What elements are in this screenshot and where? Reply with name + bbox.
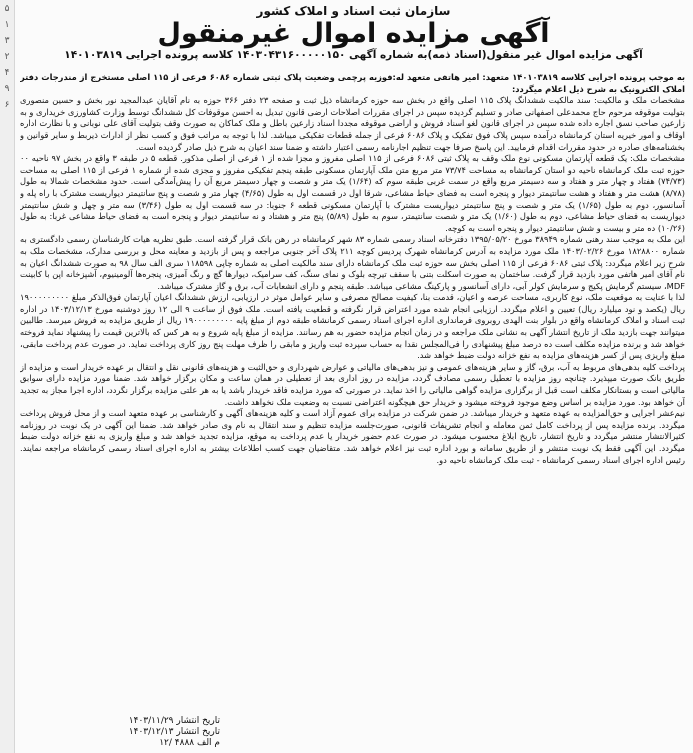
intro-paragraph: به موجب پرونده اجرایی کلاسه ۱۴۰۱۰۳۸۱۹ متعهد: امیر هاتفی متعهد له:فوزیه پرچمی وضعیت پلاک ثبتی شماره ۶۰۸۶ فرعی از ۱۱۵ اصلی مستخرج از مندرجات دفتر املاک الکترونیک به شرح ذیل اعلام میگردد: (20, 72, 685, 94)
publication-dates (20, 716, 220, 749)
organization-name: سازمان ثبت اسناد و املاک کشور (256, 4, 451, 18)
body-paragraph: پرداخت کلیه بدهی‌های مربوط به آب، برق، گاز و سایر هزینه‌های عمومی و نیز بدهی‌های مالیاتی و عوارض شهرداری و حق‌الثبت و هزینه‌های قانونی نقل و انتقال بر عهده خریدار است و مزایده از طریق بانک صورت میپذیرد. چنانچه روز مزایده با تعطیل رسمی مصادف گردد، مزایده در روز اداری بعد از تعطیلی در همان ساعت و مکان برگزار خواهد شد. ضمنا مورد مزایده دارای سوابق مالیاتی است و بستانکار مکلف است قبل از برگزاری مزایده گواهی مالیاتی را اخذ نماید. در صورتی که مورد مزایده فاقد خریدار باشد یا به هر علتی مزایده برگزار نگردد، اداره اجرا مجاز به تجدید آن خواهد بود. مورد مزایده بر اساس وضع موجود فروخته میشود و خریدار حق هیچگونه اعتراضی نسبت به وضعیت ملک نخواهد داشت. (20, 361, 685, 407)
notice-body (20, 72, 685, 709)
body-paragraph: این ملک به موجب سند رهنی شماره ۳۸۹۴۹ مورخ ۱۳۹۵/۰۵/۲۰ دفترخانه اسناد رسمی شماره ۸۳ شهر کرمانشاه در رهن بانک قرار گرفته است. طبق نظریه هیات کارشناسان رسمی دادگستری به شماره ۱۸۲۸۸۰۰ مورخ ۱۴۰۳/۰۲/۲۶ ملک مورد مزایده به آدرس کرمانشاه شهرک پردیس کوچه ۲۱۱ پلاک آخر جنوبی مراجعه و پس از بازدید و معاینه محل و بررسی مدارک، مشخصات ملک به شرح زیر اعلام میگردد: پلاک ثبتی ۶۰۸۶ فرعی از ۱۱۵ اصلی بخش سه حوزه ثبت ملک کرمانشاه دارای سند مالکیت اصلی به شماره چاپی ۱۱۸۵۹۸ سری الف سال ۹۸ به صورت ششدانگ اعیان به نام آقای امیر هاتفی مورد بازدید قرار گرفت. ساختمان به صورت اسکلت بتنی با سقف تیرچه بلوک و نمای سنگ، کف سرامیک، دیوارها گچ و رنگ آمیزی، پنجره‌ها آلومینیوم، آشپزخانه اپن با کابینت MDF، سیستم گرمایش پکیج و سرمایش کولر آبی، دارای آسانسور و پارکینگ مشاعی میباشد. طبقه پنجم و دارای انشعابات آب، برق و گاز مشترک میباشد. (20, 234, 685, 291)
notice-subtitle: آگهی مزایده اموال غیر منقول(اسناد ذمه)به شماره آگهی ۱۴۰۳۰۴۳۱۶۰۰۰۰۰۱۵۰ کلاسه پرونده اجرایی ۱۴۰۱۰۳۸۱۹ (64, 49, 643, 61)
strip-mark: ۱ (4, 20, 10, 30)
body-paragraph: مشخصات ملک و مالکیت: سند مالکیت ششدانگ پلاک ۱۱۵ اصلی واقع در بخش سه حوزه کرمانشاه ذیل ثبت و صفحه ۲۳ دفتر ۳۶۶ حوزه به نام آقایان عبدالمجید نور بخش و حسین منصوری بتولیت موقوفه مرحوم حاج محمدعلی اصفهانی صادر و تسلیم گردیده سپس در اجرای مقررات اصلاحات ارضی قانون تبدیل به احسن موقوفات کل ششدانگ توسط وزارت کشاورزی خریداری و به زارعین صاحب نسق اجاره داده شده سپس در اجرای قانون لغو اسناد فروش و اراضی موقوفه مجددا اسناد زارعین باطل و ملک کماکان به صورت وقف بتولیت آقای علی نوبانی و با نظارت اداره اوقاف و امور خیریه استان کرمانشاه درآمده سپس پلاک فوق تفکیک و پلاک ۶۰۸۶ فرعی از جمله قطعات تفکیکی میباشد. لذا با توجه به مراتب فوق و کسب نظر از ادارات ذیربط و سایر قوانین و بخشنامه‌های صادره در حدود مقررات اقدام فرمایید. این پاسخ صرفا جهت تنظیم اجارنامه رسمی اعتبار داشته و ضمنا سند اعیان به شرح ذیل صادر گردیده است. (20, 95, 685, 152)
body-paragraph: نیم‌عشر اجرایی و حق‌المزایده به عهده متعهد و خریدار میباشد. در ضمن شرکت در مزایده برای عموم آزاد است و کلیه هزینه‌های آگهی و کارشناسی بر عهده متعهد است و از محل فروش پرداخت میگردد. برنده مزایده پس از پرداخت کامل ثمن معامله و انجام تشریفات قانونی، صورت‌جلسه مزایده تنظیم و سند انتقال به نام وی صادر خواهد شد. ضمنا این آگهی در یک نوبت در روزنامه کثیرالانتشار منتشر میگردد و تاریخ انتشار، تاریخ ابلاغ محسوب میشود. در صورت عدم حضور خریدار یا عدم پرداخت به موقع، مزایده تجدید خواهد شد و مبلغ واریزی به نفع خزانه دولت ضبط میگردد. این آگهی فقط یک نوبت منتشر و از طریق سامانه و بورد اداره ثبت نیز اعلام خواهد شد. متقاضیان جهت کسب اطلاعات بیشتر به اداره اجرای اسناد رسمی کرمانشاه مراجعه نمایند. رئیس اداره اجرای اسناد رسمی کرمانشاه - ثبت ملک کرمانشاه ناحیه دو. (20, 408, 685, 465)
publish-date-line: تاریخ انتشار ۱۴۰۳/۱۲/۱۳ (128, 727, 220, 737)
publish-date-line: تاریخ انتشار ۱۴۰۳/۱۱/۲۹ (128, 716, 220, 726)
strip-mark: ۵ (4, 4, 10, 14)
body-paragraph: مشخصات ملک: یک قطعه آپارتمان مسکونی نوع ملک وقف به پلاک ثبتی ۶۰۸۶ فرعی از ۱۱۵ اصلی مفروز و مجزا شده از ۱ فرعی از اصلی مذکور. قطعه ۵ در طبقه ۳ واقع در بخش ۹۷ ناحیه ۰۰ حوزه ثبت ملک کرمانشاه ناحیه دو استان کرمانشاه به مساحت ۷۳/۷۴ متر مربع متن ملک آپارتمان مسکونی طبقه پنجم تفکیکی مفروز و مجزی شده از شماره ۱ فرعی از ۱۱۵ اصلی به مساحت (۷۴/۷۳) هفتاد و چهار متر و هفتاد و سه دسیمتر مربع واقع در سمت غربی طبقه سوم که (۱/۶۴) یک متر و شصت و چهار دسیمتر مربع آن را پیش‌آمدگی است. حدود مشخصات شمالا به طول (۸/۷۸) هشت متر و هفتاد و هشت سانتیمتر دیوار و پنجره است به فضای حیاط مشاعی، شرقا اول در قسمت اول به طول (۴/۶۵) چهار متر و شصت و پنج سانتیمتر دیواریست مشترک با راه پله و آسانسور، دوم به طول (۱/۶۵) یک متر و شصت و پنج سانتیمتر دیواریست مشترک با آپارتمان مسکونی قطعه ۶ جنوبا: در سه قسمت اول به طول (۳/۴۶) سه متر و چهل و شش سانتیمتر دیواریست به فضای حیاط مشاعی، دوم به طول (۱/۶۰) یک متر و شصت سانتیمتر، سوم به طول (۵/۸۹) پنج متر و هشتاد و نه سانتیمتر دیوار و پنجره است به فضای حیاط مشاعی غربا: به طول (۱۰/۲۶) ده متر و بیست و شش سانتیمتر دیوار و پنجره است به کوچه. (20, 153, 685, 233)
strip-mark: ۳ (4, 36, 10, 46)
notice-title: آگهی مزایده اموال غیرمنقول (157, 18, 550, 49)
strip-mark: ۴ (4, 68, 10, 78)
notice-header (14, 2, 693, 61)
adjacent-column-strip (0, 0, 15, 753)
body-paragraph: لذا با عنایت به موقعیت ملک، نوع کاربری، مساحت عرصه و اعیان، قدمت بنا، کیفیت مصالح مصرفی و سایر عوامل موثر در ارزیابی، ارزش ششدانگ اعیان آپارتمان فوق‌الذکر مبلغ ۱۹۰۰۰۰۰۰۰۰۰ ریال (یکصد و نود میلیارد ریال) تعیین و اعلام میگردد. ارزیابی انجام شده مورد اعتراض قرار نگرفته و قطعیت یافته است. ملک فوق از ساعت ۹ الی ۱۲ روز دوشنبه مورخ ۱۴۰۳/۱۲/۱۳ در اداره ثبت اسناد و املاک کرمانشاه واقع در بلوار بنت الهدی روبروی فرمانداری اداره اجرای اسناد رسمی کرمانشاه طبقه دوم از مبلغ پایه ۱۹۰۰۰۰۰۰۰۰۰ ریال از طریق مزایده به فروش میرسد. طالبین میتوانند جهت بازدید ملک از تاریخ انتشار آگهی به نشانی ملک مراجعه و در زمان انجام مزایده حضور به هم رسانند. مزایده از مبلغ پایه شروع و به هر کس که بالاترین قیمت را پیشنهاد نماید فروخته خواهد شد و برنده مزایده مکلف است ده درصد مبلغ پیشنهادی را فی‌المجلس نقدا به حساب سپرده ثبت واریز و مابقی را ظرف مهلت پنج روز کاری پرداخت نماید. در صورت عدم پرداخت مابقی، مبلغ واریزی پس از کسر هزینه‌های مزایده به نفع خزانه دولت ضبط خواهد شد. (20, 292, 685, 361)
strip-mark: ۹ (4, 84, 10, 94)
strip-mark: ۶ (4, 100, 10, 110)
strip-mark: ۲ (4, 52, 10, 62)
reference-code: م الف ۴۸۸۸ /۱۲ (159, 738, 220, 748)
